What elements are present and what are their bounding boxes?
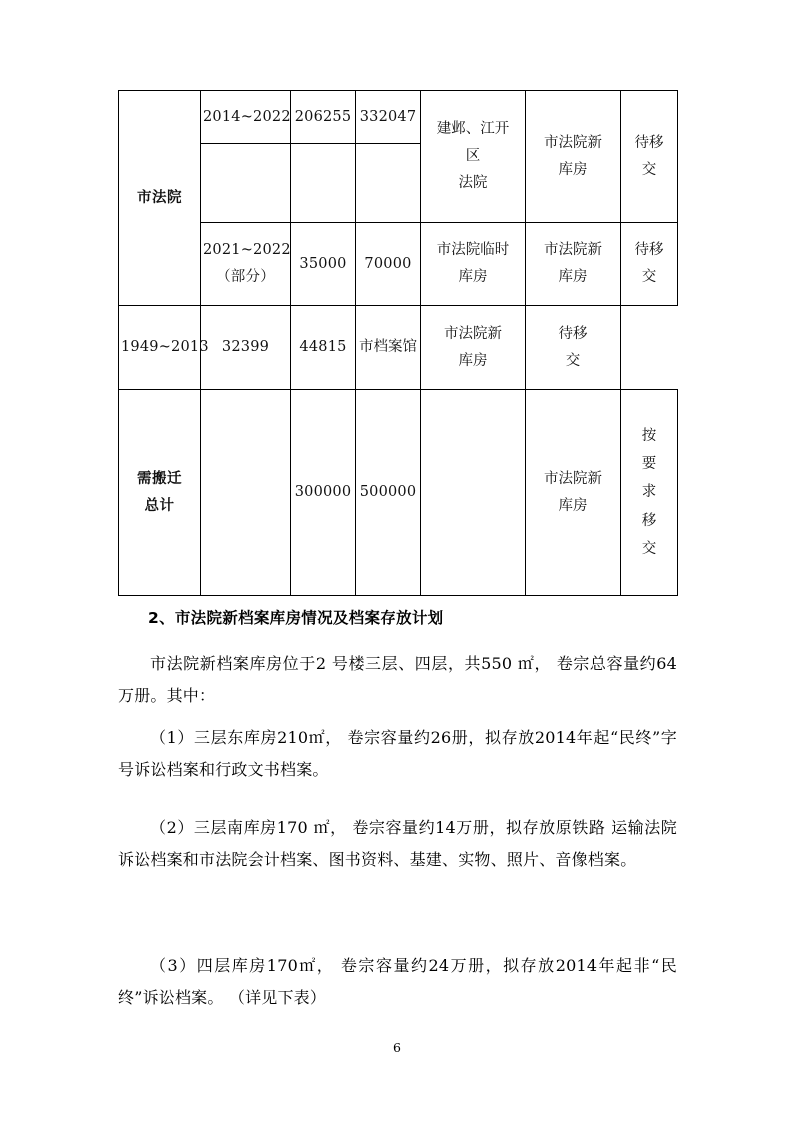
cell-total-items: 500000 — [356, 390, 421, 596]
cell-target-location — [526, 390, 621, 596]
paragraph-item-3: （3）四层库房170㎡， 卷宗容量约24万册，拟存放2014年起非“民终”诉讼档案。 （详见下表） — [118, 956, 677, 1007]
cell-year-range-empty — [201, 390, 291, 596]
cell-line: 待移 — [558, 325, 588, 342]
cell-line: 2021~2022 — [203, 242, 291, 259]
cell-line: 市法院新 — [444, 325, 502, 342]
cell-items-empty — [356, 144, 421, 223]
cell-line: 库房 — [558, 497, 588, 514]
paragraph-item-2: （2）三层南库房170 ㎡， 卷宗容量约14万册，拟存放原铁路 运输法院诉讼档案和市法院会计档案、图书资料、基建、实物、照片、音像档案。 — [118, 818, 677, 869]
cell-line: 总计 — [144, 496, 175, 514]
table-row-total — [119, 390, 678, 596]
cell-line: 按 — [641, 427, 657, 444]
table-row — [119, 306, 678, 390]
cell-total-label — [119, 390, 201, 596]
cell-items: 44815 — [291, 306, 356, 390]
cell-line: 库房 — [458, 269, 488, 285]
cell-status — [621, 390, 678, 596]
cell-year-range: 2014~2022 — [201, 91, 291, 144]
cell-line: 待移 — [634, 242, 664, 259]
cell-line: （部分） — [216, 269, 275, 285]
cell-volumes-empty — [291, 144, 356, 223]
paragraph-item-1: （1）三层东库房210㎡， 卷宗容量约26册，拟存放2014年起“民终”字号诉讼档案和行政文书档案。 — [118, 728, 677, 779]
cell-current-location-empty — [421, 390, 526, 596]
cell-line: 求 — [641, 484, 657, 501]
cell-line: 交 — [565, 352, 581, 369]
cell-line: 市法院新 — [544, 470, 602, 487]
archive-migration-table-container — [118, 90, 677, 596]
cell-current-location — [421, 91, 526, 223]
cell-status — [526, 306, 621, 390]
cell-year-range — [201, 223, 291, 306]
cell-year-range-empty — [201, 144, 291, 223]
cell-line: 待移 — [634, 134, 664, 151]
cell-line: 库房 — [458, 352, 488, 369]
cell-status — [621, 223, 678, 306]
cell-volumes: 35000 — [291, 223, 356, 306]
cell-line: 交 — [641, 269, 657, 285]
cell-line: 移 — [641, 512, 657, 529]
cell-unit-name: 市法院 — [119, 91, 201, 306]
cell-target-location — [526, 91, 621, 223]
archive-migration-table — [118, 90, 678, 596]
cell-line: 要 — [641, 456, 657, 473]
cell-status — [621, 91, 678, 223]
table-row — [119, 91, 678, 144]
section-heading: 2、市法院新档案库房情况及档案存放计划 — [148, 609, 444, 627]
cell-line: 需搬迁 — [137, 469, 182, 487]
cell-line: 市法院临时 — [436, 242, 510, 259]
cell-total-volumes: 300000 — [291, 390, 356, 596]
cell-line: 库房 — [558, 269, 588, 285]
cell-line: 区 — [465, 148, 481, 165]
page-number: 6 — [393, 1040, 401, 1055]
cell-current-location: 市档案馆 — [356, 306, 421, 390]
cell-line: 市法院新 — [544, 242, 602, 259]
table-row — [119, 223, 678, 306]
cell-line: 法院 — [458, 174, 488, 191]
paragraph-intro: 市法院新档案库房位于2 号楼三层、四层，共550 ㎡， 卷宗总容量约64万册。其中： — [118, 654, 677, 705]
cell-line: 建邺、江开 — [436, 121, 510, 138]
cell-items: 70000 — [356, 223, 421, 306]
cell-line: 市法院新 — [544, 134, 602, 151]
cell-target-location — [421, 306, 526, 390]
cell-year-range: 1949~2013 — [119, 306, 201, 390]
cell-current-location — [421, 223, 526, 306]
cell-line: 交 — [641, 540, 657, 557]
cell-line: 库房 — [558, 161, 588, 178]
cell-target-location — [526, 223, 621, 306]
cell-line: 交 — [641, 161, 657, 178]
cell-volumes: 32399 — [201, 306, 291, 390]
cell-items: 332047 — [356, 91, 421, 144]
cell-volumes: 206255 — [291, 91, 356, 144]
